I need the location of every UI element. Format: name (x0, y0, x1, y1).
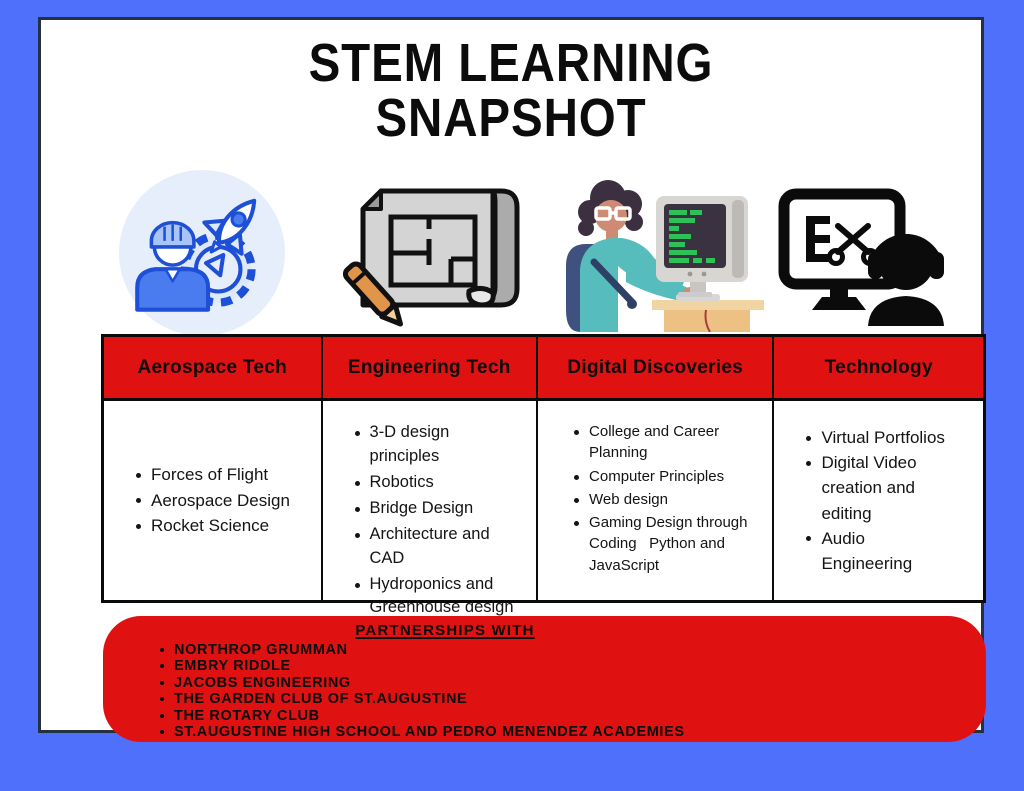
list-item: College and Career Planning (572, 421, 762, 464)
page-title (97, 33, 924, 149)
column-engineering-tech (323, 337, 539, 617)
list-item: Computer Principles (572, 466, 762, 487)
list-item: EMBRY RIDDLE (158, 658, 986, 674)
program-table (101, 334, 986, 617)
column-header: Technology (774, 337, 983, 401)
column-body (774, 401, 983, 600)
column-aerospace-tech (104, 337, 323, 600)
list-item: Virtual Portfolios (804, 425, 957, 450)
column-body (104, 401, 321, 600)
bullet-list (538, 401, 772, 600)
list-item: ST.AUGUSTINE HIGH SCHOOL AND PEDRO MENENDEZ ACADEMIES (158, 724, 986, 740)
list-item: Web design (572, 489, 762, 510)
person-coding-computer-icon (556, 170, 764, 332)
blueprint-pencil-icon (333, 173, 527, 331)
list-item: Bridge Design (353, 497, 523, 521)
list-item: Hydroponics and Greenhouse design (353, 573, 523, 621)
partnerships-box (103, 616, 986, 742)
list-item: Rocket Science (134, 513, 315, 539)
list-item: THE ROTARY CLUB (158, 708, 986, 724)
title-line-1: STEM LEARNING (308, 33, 714, 93)
poster-card (38, 17, 984, 741)
list-item: JACOBS ENGINEERING (158, 675, 986, 691)
title-line-2: SNAPSHOT (375, 88, 647, 149)
column-header: Engineering Tech (323, 337, 537, 401)
list-item: Digital Video creation and editing (804, 450, 957, 525)
list-item: Forces of Flight (134, 462, 315, 488)
column-body (323, 401, 537, 622)
list-item: Gaming Design through Coding Python and JavaScript (572, 512, 762, 576)
column-body (538, 401, 772, 600)
list-item: Robotics (353, 471, 523, 495)
column-header: Aerospace Tech (104, 337, 321, 401)
list-item: NORTHROP GRUMMAN (158, 642, 986, 658)
bullet-list (774, 425, 983, 576)
video-editing-headphones-icon (776, 186, 952, 326)
list-item: Aerospace Design (134, 488, 315, 514)
column-header: Digital Discoveries (538, 337, 772, 401)
partnerships-heading: PARTNERSHIPS WITH (355, 622, 535, 639)
list-item: Audio Engineering (804, 526, 957, 576)
aerospace-engineer-rocket-icon (119, 170, 285, 336)
list-item: Architecture and CAD (353, 523, 523, 571)
bullet-list (104, 462, 321, 539)
column-digital-discoveries (538, 337, 774, 600)
bullet-list (323, 401, 537, 622)
list-item: THE GARDEN CLUB OF ST.AUGUSTINE (158, 691, 986, 707)
list-item: 3-D design principles (353, 421, 523, 469)
column-technology (774, 337, 983, 600)
partnerships-list (158, 642, 986, 740)
